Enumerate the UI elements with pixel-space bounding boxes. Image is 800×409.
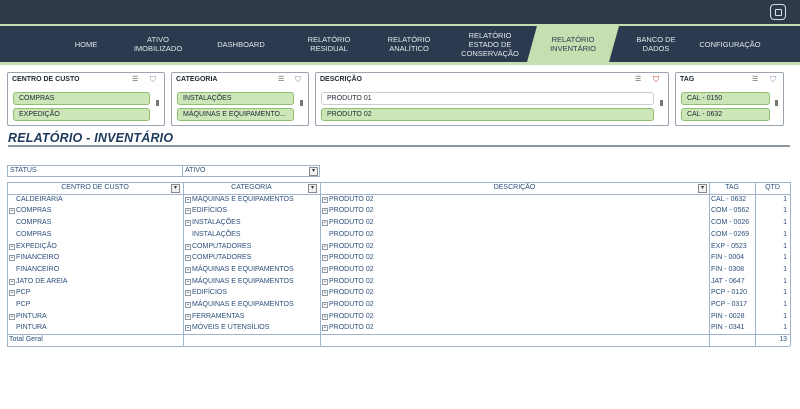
cell-tag (711, 217, 752, 229)
column-header-categoria: CATEGORIA (231, 184, 272, 191)
clear-filter-icon[interactable]: ⛉ (653, 75, 659, 84)
table-row (7, 276, 790, 288)
cell-text: JAT - 0647 (711, 277, 745, 285)
cell-text: MÁQUINAS E EQUIPAMENTOS (192, 195, 294, 203)
cell-text: PCP (16, 289, 31, 297)
cell-text: 1 (783, 195, 787, 203)
cell-text: MÁQUINAS E EQUIPAMENTOS (192, 277, 294, 285)
multi-select-icon[interactable]: ☰ (132, 76, 139, 83)
grid-line (790, 182, 791, 346)
cell-descricao (322, 241, 706, 253)
grid-line (183, 182, 184, 346)
cell-qtd (757, 217, 787, 229)
cell-tag (711, 322, 752, 334)
cell-text: FERRAMENTAS (192, 312, 245, 320)
cell-categoria (185, 194, 317, 206)
cell-qtd (757, 241, 787, 253)
nav-banco-de-dados[interactable]: BANCO DE DADOS (636, 35, 676, 53)
table-total-row (7, 334, 790, 346)
expand-icon[interactable]: + (323, 313, 327, 320)
slicer-item[interactable]: COMPRAS (13, 92, 150, 105)
cell-descricao (322, 217, 706, 229)
cell-centro (9, 194, 180, 206)
multi-select-icon[interactable]: ☰ (278, 76, 285, 83)
slicer-categoria (171, 72, 309, 126)
cell-text: PRODUTO 02 (329, 265, 374, 273)
expand-icon[interactable]: + (186, 220, 190, 227)
slicer-item[interactable]: PRODUTO 01 (321, 92, 654, 105)
table-header-row (7, 182, 790, 194)
table-row (7, 287, 790, 299)
slicer-item[interactable]: CAL - 0632 (681, 108, 770, 121)
filter-value[interactable]: ATIVO (182, 165, 320, 177)
grid-line (320, 182, 321, 346)
cell-qtd (757, 322, 787, 334)
cell-text: PRODUTO 02 (329, 277, 374, 285)
categoria-filter-dropdown-icon[interactable]: ▾ (308, 184, 317, 193)
expand-icon[interactable]: + (323, 196, 327, 203)
expand-icon[interactable]: + (186, 266, 190, 273)
expand-icon[interactable]: + (323, 243, 327, 250)
expand-icon[interactable]: + (186, 196, 190, 203)
cell-qtd (757, 229, 787, 241)
slicer-scrollbar[interactable] (660, 100, 663, 106)
expand-icon[interactable]: + (10, 208, 14, 215)
total-label: Total Geral (9, 336, 43, 344)
cell-text: PRODUTO 02 (329, 289, 374, 297)
cell-text: COMPUTADORES (192, 254, 252, 262)
cell-text: PINTURA (16, 324, 47, 332)
cell-categoria (185, 311, 317, 323)
cell-qtd (757, 299, 787, 311)
expand-icon[interactable]: + (323, 208, 327, 215)
cell-text: FIN - 0308 (711, 265, 745, 273)
cell-qtd (757, 311, 787, 323)
table-row (7, 194, 790, 206)
slicer-centro-de-custo (7, 72, 165, 126)
grid-line (755, 182, 756, 346)
grid-line (7, 346, 790, 347)
expand-icon[interactable]: + (186, 255, 190, 262)
expand-icon[interactable]: + (323, 302, 327, 308)
cell-text: MÁQUINAS E EQUIPAMENTOS (192, 265, 294, 273)
filter-label: STATUS (7, 165, 183, 177)
cell-categoria (185, 217, 317, 229)
cell-text: COMPUTADORES (192, 242, 252, 250)
cell-text: PRODUTO 02 (329, 324, 374, 332)
expand-icon[interactable]: + (186, 243, 190, 250)
cell-text: FINANCEIRO (16, 265, 60, 273)
cell-categoria (185, 205, 317, 217)
nav-bottom-rule (0, 62, 800, 65)
cell-descricao (322, 194, 706, 206)
cell-tag (711, 311, 752, 323)
cell-categoria (185, 276, 317, 288)
cell-text: PRODUTO 02 (329, 312, 374, 320)
cell-text: PCP - 0317 (711, 301, 748, 308)
expand-icon[interactable]: + (186, 278, 190, 285)
table-row (7, 299, 790, 311)
cell-text: PRODUTO 02 (329, 242, 374, 250)
centro-filter-dropdown-icon[interactable]: ▾ (171, 184, 180, 193)
slicer-item[interactable]: INSTALAÇÕES (177, 92, 294, 105)
expand-icon[interactable]: + (10, 278, 14, 285)
cell-text: 1 (783, 312, 787, 320)
grid-line (7, 334, 790, 335)
nav-relatorio-estado-conservacao[interactable]: RELATÓRIO ESTADO DE CONSERVAÇÃO (461, 30, 519, 58)
cell-text: 1 (783, 277, 787, 285)
cell-text: COMPRAS (16, 207, 52, 215)
cell-categoria (185, 299, 317, 311)
cell-text: 1 (783, 242, 787, 250)
nav-relatorio-inventario[interactable]: RELATÓRIO INVENTÁRIO (550, 35, 596, 53)
multi-select-icon[interactable]: ☰ (752, 76, 759, 83)
cell-descricao (322, 229, 706, 241)
clear-filter-icon[interactable]: ⛉ (770, 75, 776, 84)
cell-qtd (757, 252, 787, 264)
expand-icon[interactable]: + (186, 325, 190, 332)
cell-text: CAL - 0632 (711, 195, 747, 203)
cell-text: FINANCEIRO (16, 254, 60, 262)
cell-text: COMPRAS (16, 230, 52, 238)
expand-icon[interactable]: + (323, 278, 327, 285)
clear-filter-icon[interactable]: ⛉ (295, 75, 301, 84)
cell-tag (711, 264, 752, 276)
cell-text: PCP (16, 301, 31, 308)
cell-categoria (185, 241, 317, 253)
slicer-scrollbar[interactable] (300, 100, 303, 106)
expand-icon[interactable]: + (323, 220, 327, 227)
cell-text: FIN - 0004 (711, 254, 745, 262)
cell-text: EDIFÍCIOS (192, 207, 228, 215)
pivot-table (7, 182, 790, 346)
cell-descricao (322, 264, 706, 276)
descricao-filter-dropdown-icon[interactable]: ▾ (698, 184, 707, 193)
cell-text: EXP - 0523 (711, 242, 747, 250)
cell-tag (711, 229, 752, 241)
expand-icon[interactable]: + (323, 325, 327, 332)
title-rule (8, 145, 790, 147)
cell-text: PRODUTO 02 (329, 230, 374, 238)
cell-categoria (185, 252, 317, 264)
column-header-descricao: DESCRIÇÃO (493, 184, 536, 191)
cell-text: 1 (783, 265, 787, 273)
table-row (7, 241, 790, 253)
main-nav (0, 26, 800, 62)
slicer-title: TAG (680, 76, 695, 83)
cell-tag (711, 205, 752, 217)
cell-categoria (185, 229, 317, 241)
slicer-item[interactable]: PRODUTO 02 (321, 108, 654, 121)
column-header-centro: CENTRO DE CUSTO (61, 184, 129, 191)
slicer-title: CENTRO DE CUSTO (12, 76, 80, 83)
cell-text: PCP - 0120 (711, 289, 748, 297)
cell-text: 1 (783, 254, 787, 262)
expand-icon[interactable]: + (10, 290, 14, 297)
cell-text: PRODUTO 02 (329, 254, 374, 262)
cell-descricao (322, 322, 706, 334)
cell-text: PRODUTO 02 (329, 195, 374, 203)
cell-centro (9, 299, 180, 311)
slicer-title: DESCRIÇÃO (320, 76, 363, 83)
cell-text: PRODUTO 02 (329, 207, 374, 215)
cell-text: 1 (783, 219, 787, 227)
grid-line (7, 182, 8, 346)
expand-icon[interactable]: + (186, 290, 190, 297)
cell-centro (9, 217, 180, 229)
slicer-scrollbar[interactable] (156, 100, 159, 106)
cell-text: EXPEDIÇÃO (16, 242, 57, 250)
cell-text: COM - 0269 (711, 230, 750, 238)
table-row (7, 311, 790, 323)
cell-text: 1 (783, 289, 787, 297)
cell-centro (9, 205, 180, 217)
cell-centro (9, 276, 180, 288)
total-qtd: 13 (779, 336, 787, 344)
table-row (7, 322, 790, 334)
cell-text: COM - 0562 (711, 207, 750, 215)
slicer-scrollbar[interactable] (775, 100, 778, 106)
top-bar (0, 0, 800, 24)
nav-home[interactable]: HOME (74, 39, 98, 49)
nav-relatorio-residual[interactable]: RELATÓRIO RESIDUAL (307, 35, 351, 53)
cell-text: PRODUTO 02 (329, 219, 374, 227)
cell-qtd (757, 276, 787, 288)
cell-descricao (322, 287, 706, 299)
cell-text: 1 (783, 207, 787, 215)
table-row (7, 252, 790, 264)
cell-text: INSTALAÇÕES (192, 230, 241, 238)
slicer-title: CATEGORIA (176, 76, 218, 83)
expand-icon[interactable]: + (186, 302, 190, 308)
cell-centro (9, 287, 180, 299)
cell-qtd (757, 194, 787, 206)
cell-tag (711, 241, 752, 253)
cell-tag (711, 276, 752, 288)
expand-icon[interactable]: + (323, 255, 327, 262)
cell-text: 1 (783, 324, 787, 332)
cell-descricao (322, 252, 706, 264)
cell-categoria (185, 322, 317, 334)
cell-descricao (322, 276, 706, 288)
nav-dashboard[interactable]: DASHBOARD (217, 39, 265, 49)
column-header-tag: TAG (725, 184, 739, 191)
cell-text: PINTURA (16, 312, 47, 320)
cell-qtd (757, 264, 787, 276)
cell-descricao (322, 205, 706, 217)
slicer-tag (675, 72, 784, 126)
slicer-item[interactable]: CAL - 0150 (681, 92, 770, 105)
table-row (7, 264, 790, 276)
cell-centro (9, 264, 180, 276)
cell-text: JATO DE AREIA (16, 277, 68, 285)
cell-centro (9, 241, 180, 253)
cell-text: COMPRAS (16, 219, 52, 227)
cell-text: PIN - 0028 (711, 312, 745, 320)
expand-icon[interactable]: + (186, 313, 190, 320)
cell-tag (711, 299, 752, 311)
cell-centro (9, 311, 180, 323)
cell-qtd (757, 205, 787, 217)
cell-centro (9, 229, 180, 241)
table-row (7, 229, 790, 241)
clear-filter-icon[interactable]: ⛉ (150, 75, 156, 84)
page-title: RELATÓRIO - INVENTÁRIO (8, 131, 174, 145)
cell-centro (9, 322, 180, 334)
cell-tag (711, 252, 752, 264)
multi-select-icon[interactable]: ☰ (635, 76, 642, 83)
cell-text: MÓVEIS E UTENSÍLIOS (192, 324, 270, 332)
cell-centro (9, 252, 180, 264)
table-row (7, 217, 790, 229)
nav-ativo-imobilizado[interactable]: ATIVO IMOBILIZADO (133, 35, 183, 53)
column-header-qtd: QTD (765, 184, 780, 191)
cell-descricao (322, 311, 706, 323)
cell-text: PRODUTO 02 (329, 301, 374, 308)
cell-text: 1 (783, 230, 787, 238)
cell-text: CALDEIRARIA (16, 195, 63, 203)
slicer-item[interactable]: MÁQUINAS E EQUIPAMENTO... (177, 108, 294, 121)
cell-text: INSTALAÇÕES (192, 219, 241, 227)
filter-dropdown-icon[interactable]: ▾ (309, 167, 318, 176)
grid-line (7, 182, 790, 183)
expand-icon[interactable]: + (323, 266, 327, 273)
expand-icon[interactable]: + (323, 290, 327, 297)
slicer-descricao (315, 72, 669, 126)
expand-icon[interactable]: + (10, 255, 14, 262)
nav-configuracao[interactable]: CONFIGURAÇÃO (699, 39, 761, 49)
cell-text: 1 (783, 301, 787, 308)
cell-qtd (757, 287, 787, 299)
cell-categoria (185, 264, 317, 276)
expand-icon[interactable]: + (186, 208, 190, 215)
cell-text: EDIFÍCIOS (192, 289, 228, 297)
cell-tag (711, 194, 752, 206)
fullscreen-icon[interactable] (770, 4, 786, 20)
cell-tag (711, 287, 752, 299)
table-row (7, 205, 790, 217)
slicer-item[interactable]: EXPEDIÇÃO (13, 108, 150, 121)
cell-descricao (322, 299, 706, 311)
cell-text: COM - 0026 (711, 219, 750, 227)
nav-relatorio-analitico[interactable]: RELATÓRIO ANALÍTICO (387, 35, 431, 53)
grid-line (7, 194, 790, 195)
expand-icon[interactable]: + (10, 313, 14, 320)
expand-icon[interactable]: + (10, 243, 14, 250)
cell-categoria (185, 287, 317, 299)
cell-text: PIN - 0341 (711, 324, 745, 332)
grid-line (709, 182, 710, 346)
cell-text: MÁQUINAS E EQUIPAMENTOS (192, 301, 294, 308)
